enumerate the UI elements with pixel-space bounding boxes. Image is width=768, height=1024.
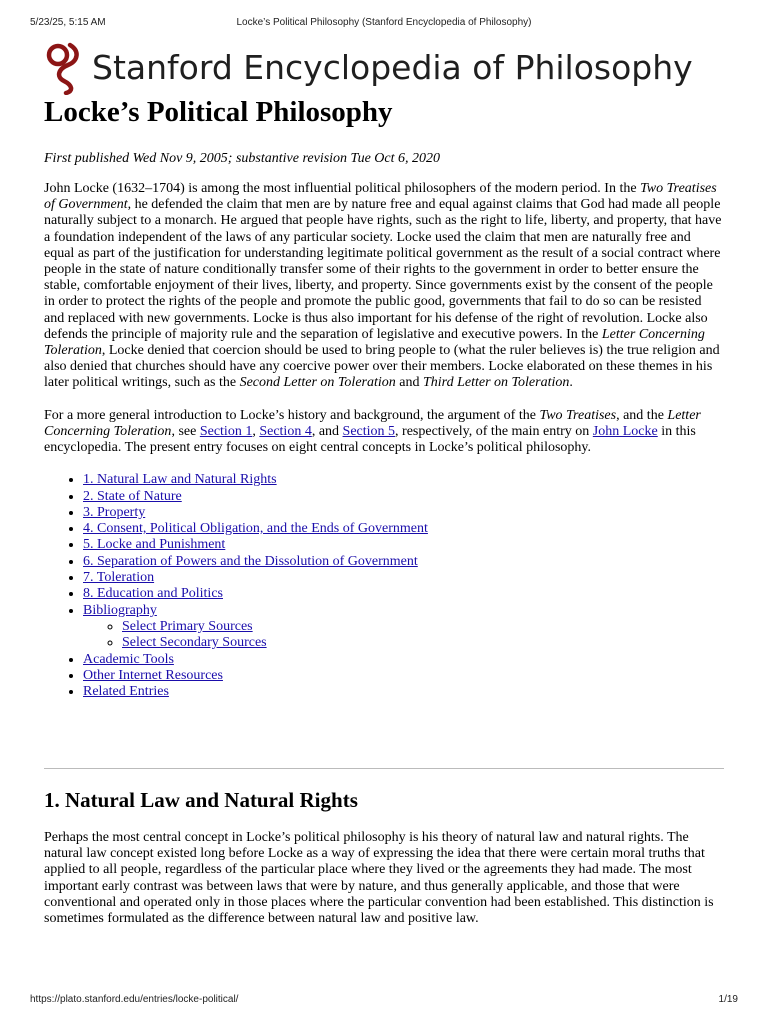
section-divider: [44, 768, 724, 769]
preamble-paragraph-2: For a more general introduction to Locke’s history and background, the argument of the Two Treatises, and the Letter Concerning Toleration, see Section 1, Section 4, and Section 5, respectively, of the main entry on John Locke in this encyclopedia. The present entry focuses on eight central concepts in Locke’s political philosophy.: [44, 407, 701, 456]
toc-item: [83, 537, 724, 553]
table-of-contents: [44, 472, 724, 700]
toc-item: [83, 521, 724, 537]
print-datetime: 5/23/25, 5:15 AM: [30, 17, 106, 28]
section-1-paragraph: Perhaps the most central concept in Locke’s political philosophy is his theory of natural law and natural rights. The natural law concept existed long before Locke as a way of expressing the idea that there were certain moral truths that applied to all people, regardless of the particular place where they lived or the agreements they had made. The most important early contrast was between laws that were by nature, and thus generally applicable, and those that were conventional and operated only in those places where the particular convention had been established. This distinction is sometimes formulated as the difference between natural law and positive law.: [44, 830, 714, 927]
toc-link-internet-resources[interactable]: Other Internet Resources: [83, 667, 223, 683]
toc-link-academic-tools[interactable]: Academic Tools: [83, 651, 174, 667]
toc-link-primary-sources[interactable]: Select Primary Sources: [122, 618, 253, 634]
toc-item: [83, 668, 724, 684]
toc-item: [83, 489, 724, 505]
link-section-4[interactable]: Section 4: [259, 423, 312, 439]
print-url: https://plato.stanford.edu/entries/locke-political/: [30, 994, 239, 1005]
site-title[interactable]: Stanford Encyclopedia of Philosophy: [92, 47, 693, 87]
toc-link-punishment[interactable]: 5. Locke and Punishment: [83, 537, 226, 553]
preamble: [44, 181, 724, 700]
toc-item: [83, 472, 724, 488]
sep-logo-icon[interactable]: [44, 39, 84, 95]
pubinfo: First published Wed Nov 9, 2005; substantive revision Tue Oct 6, 2020: [44, 151, 440, 166]
toc-subitem: [122, 619, 724, 635]
toc-item: [83, 505, 724, 521]
toc-link-education[interactable]: 8. Education and Politics: [83, 586, 223, 602]
toc-link-property[interactable]: 3. Property: [83, 504, 146, 520]
toc-link-separation-of-powers[interactable]: 6. Separation of Powers and the Dissolution of Government: [83, 553, 418, 569]
print-doc-title: Locke’s Political Philosophy (Stanford Encyclopedia of Philosophy): [236, 17, 532, 28]
entry-title: Locke’s Political Philosophy: [44, 96, 393, 128]
toc-link-natural-law[interactable]: 1. Natural Law and Natural Rights: [83, 472, 277, 488]
toc-link-state-of-nature[interactable]: 2. State of Nature: [83, 488, 182, 504]
link-john-locke[interactable]: John Locke: [592, 423, 658, 439]
link-section-5[interactable]: Section 5: [342, 423, 396, 439]
toc-link-toleration[interactable]: 7. Toleration: [83, 570, 155, 586]
toc-subitem: [122, 635, 724, 651]
section-1-heading: 1. Natural Law and Natural Rights: [44, 788, 358, 812]
toc-item: [83, 603, 724, 652]
toc-link-consent[interactable]: 4. Consent, Political Obligation, and the Ends of Government: [83, 521, 428, 537]
toc-link-related-entries[interactable]: Related Entries: [83, 684, 169, 700]
print-page-number: 1/19: [718, 994, 738, 1005]
toc-item: [83, 684, 724, 700]
toc-item: [83, 570, 724, 586]
toc-sublist: [83, 619, 724, 652]
toc-link-secondary-sources[interactable]: Select Secondary Sources: [122, 635, 267, 651]
toc-item: [83, 652, 724, 668]
print-footer: [30, 994, 738, 1005]
link-section-1[interactable]: Section 1: [199, 423, 253, 439]
print-header: [30, 17, 738, 28]
preamble-paragraph-1: John Locke (1632–1704) is among the most influential political philosophers of the modern period. In the Two Treatises of Government, he defended the claim that men are by nature free and equal against claims that God had made all people naturally subject to a monarch. He argued that people have rights, such as the right to life, liberty, and property, that have a foundation independent of the laws of any particular society. Locke used the claim that men are naturally free and equal as part of the justification for understanding legitimate political government as the result of a social contract where people in the state of nature conditionally transfer some of their rights to the government in order to better ensure the stable, comfortable enjoyment of their lives, liberty, and property. Since governments exist by the consent of the people in order to protect the rights of the people and promote the public good, governments that fail to do so can be resisted and replaced with new governments. Locke is thus also important for his defense of the right of revolution. Locke also defends the principle of majority rule and the separation of legislative and executive powers. In the Letter Concerning Toleration, Locke denied that coercion should be used to bring people to (what the ruler believes is) the true religion and also denied that churches should have any coercive power over their members. Locke elaborated on these themes in his later political writings, such as the Second Letter on Toleration and Third Letter on Toleration.: [44, 181, 722, 391]
toc-item: [83, 586, 724, 602]
page-content: [44, 36, 724, 927]
toc-item: [83, 554, 724, 570]
toc-link-bibliography[interactable]: Bibliography: [83, 602, 157, 618]
site-header[interactable]: [44, 36, 724, 98]
